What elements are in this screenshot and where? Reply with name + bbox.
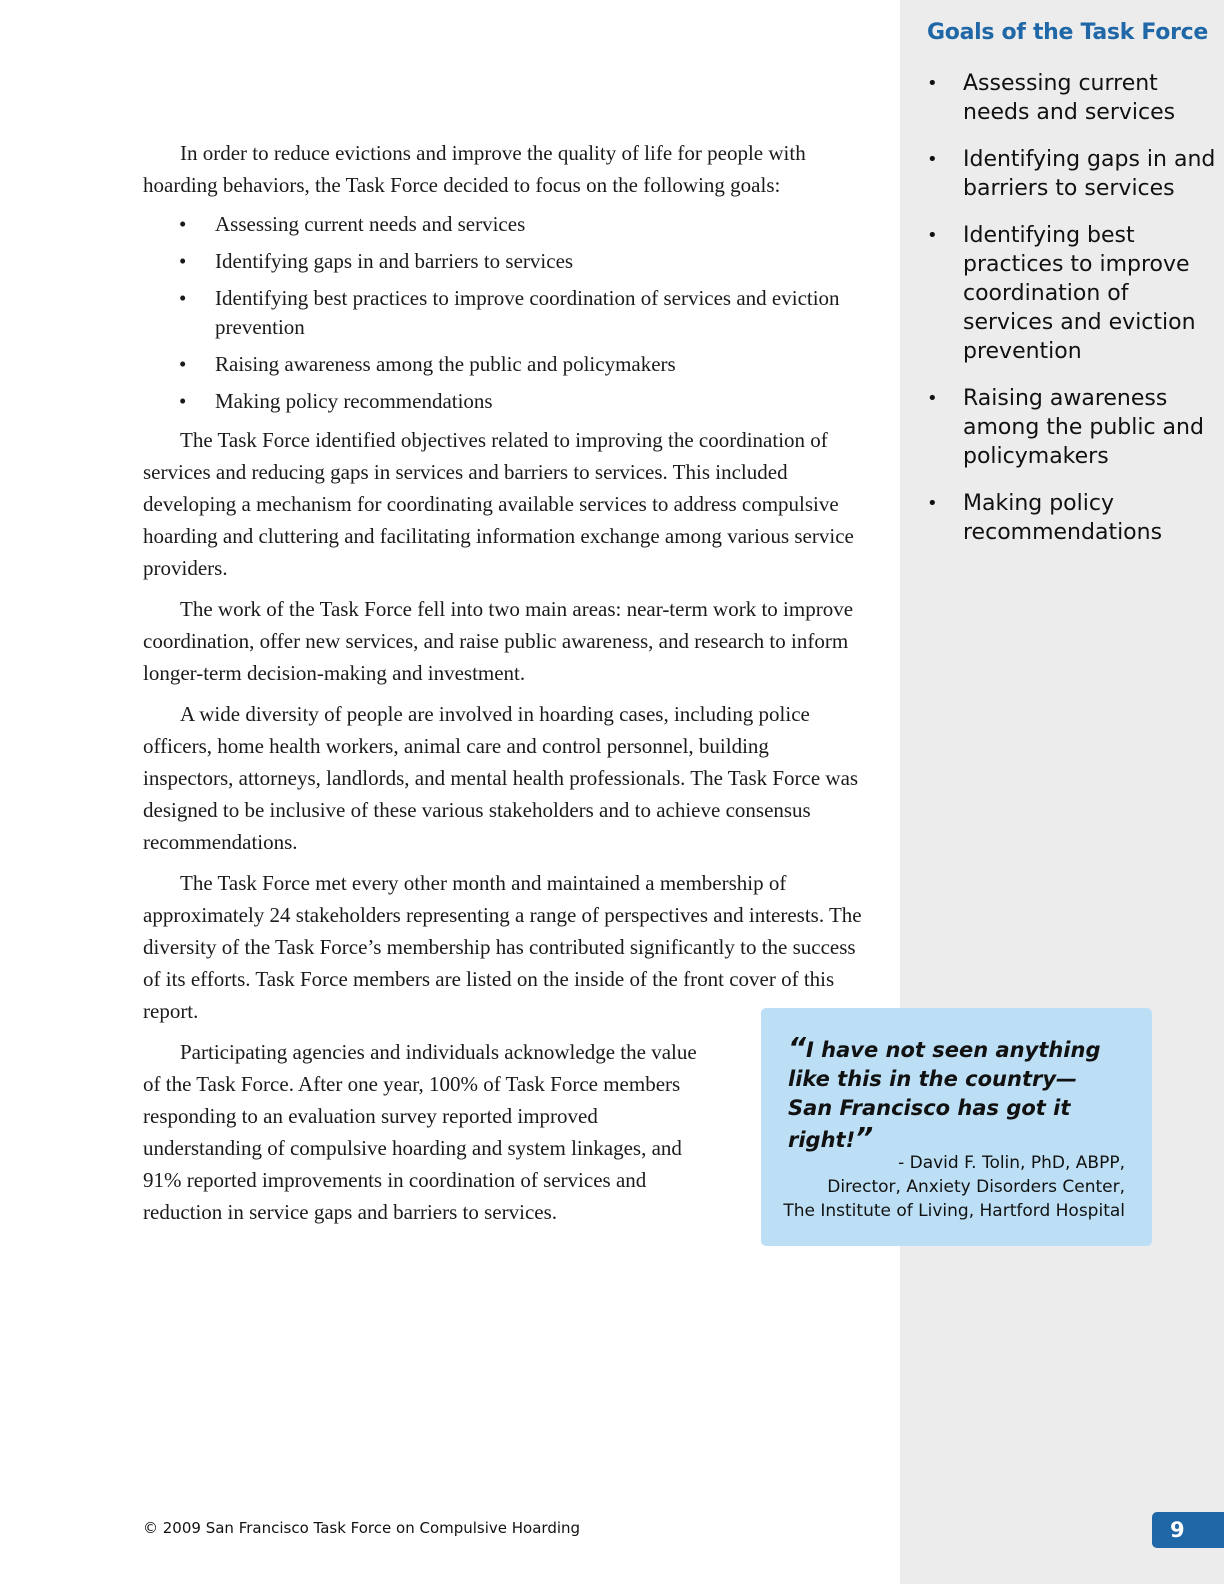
sidebar-goal-item: • Raising awareness among the public and policymakers [927, 384, 1217, 471]
sidebar-goal-item: • Identifying gaps in and barriers to services [927, 145, 1217, 203]
sidebar-goals-list [927, 69, 1217, 565]
work-areas-paragraph: The work of the Task Force fell into two main areas: near-term work to improve coordination, offer new services, and raise public awareness, and research to inform longer-term decision-making and investment. [143, 597, 854, 685]
sidebar-goal-item: • Making policy recommendations [927, 489, 1217, 547]
goal-item: • Raising awareness among the public and policymakers [215, 350, 863, 379]
attribution-org: The Institute of Living, Hartford Hospital [783, 1201, 1125, 1221]
goal-item: • Assessing current needs and services [215, 210, 863, 239]
goal-item: • Identifying gaps in and barriers to services [215, 247, 863, 276]
evaluation-paragraph: Participating agencies and individuals acknowledge the value of the Task Force. After one year, 100% of Task Force members responding to an evaluation survey reported improved understanding of compulsive hoarding and system linkages, and 91% reported improvements in coordination of services and reduction in service gaps and barriers to services. [143, 1040, 697, 1224]
intro-paragraph: In order to reduce evictions and improve the quality of life for people with hoarding behaviors, the Task Force decided to focus on the following goals: [143, 141, 806, 197]
goals-list [143, 210, 863, 416]
attribution-title: Director, Anxiety Disorders Center, [827, 1177, 1125, 1197]
attribution-name: - David F. Tolin, PhD, ABPP, [898, 1153, 1125, 1173]
quote-attribution [783, 1151, 1125, 1223]
quote-body: I have not seen anything like this in the country—San Francisco has got it right! [788, 1038, 1101, 1152]
quote-text [788, 1033, 1108, 1155]
objectives-paragraph: The Task Force identified objectives related to improving the coordination of services and reducing gaps in services and barriers to services. This included developing a mechanism for coordinating available services to address compulsive hoarding and cluttering and facilitating information exchange among various service providers. [143, 428, 854, 580]
close-quote-mark: ” [855, 1121, 874, 1154]
goal-item: • Making policy recommendations [215, 387, 863, 416]
open-quote-mark: “ [788, 1031, 807, 1064]
sidebar-goal-item: • Assessing current needs and services [927, 69, 1217, 127]
stakeholders-paragraph: A wide diversity of people are involved in hoarding cases, including police officers, home health workers, animal care and control personnel, building inspectors, attorneys, landlords, and mental health professionals. The Task Force was designed to be inclusive of these various stakeholders and to achieve consensus recommendations. [143, 702, 859, 854]
membership-paragraph: The Task Force met every other month and maintained a membership of approximately 24 stakeholders representing a range of perspectives and interests. The diversity of the Task Force’s membership has contributed significantly to the success of its efforts. Task Force members are listed on the inside of the front cover of this report. [143, 871, 862, 1023]
page-number: 9 [1152, 1512, 1224, 1548]
sidebar-goal-item: • Identifying best practices to improve coordination of services and eviction prevention [927, 221, 1217, 366]
goal-item: • Identifying best practices to improve coordination of services and eviction prevention [215, 284, 863, 342]
quote-callout [761, 1008, 1152, 1246]
main-body-text [143, 137, 863, 1237]
sidebar-title: Goals of the Task Force [927, 20, 1208, 45]
footer-copyright: © 2009 San Francisco Task Force on Compulsive Hoarding [143, 1519, 581, 1537]
